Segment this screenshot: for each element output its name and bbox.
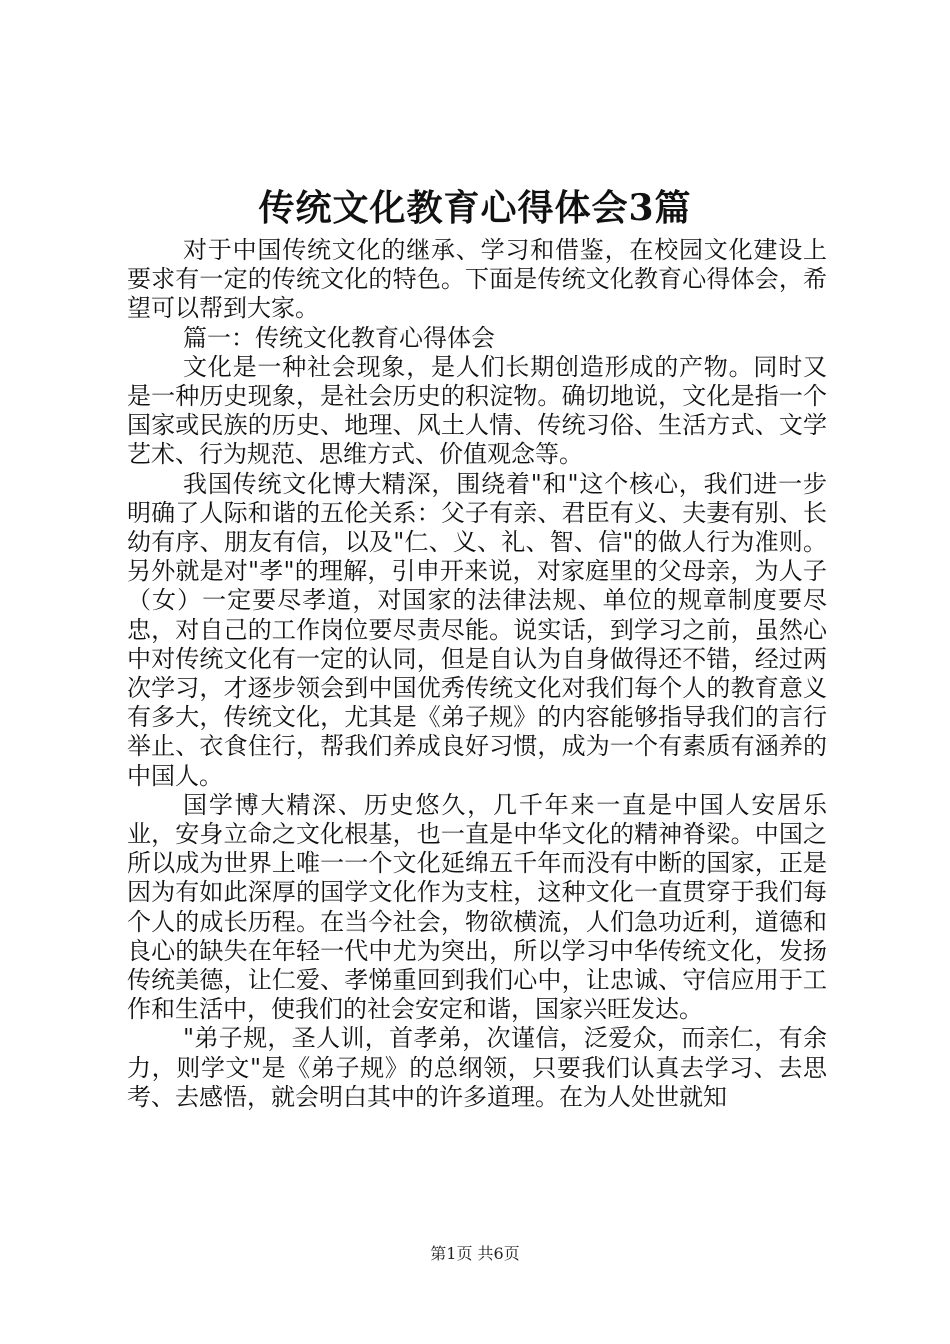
body-paragraph: 文化是一种社会现象，是人们长期创造形成的产物。同时又是一种历史现象，是社会历史的积淀物。确切地说，文化是指一个国家或民族的历史、地理、风土人情、传统习俗、生活方式、文学艺术、行为规范、思维方式、价值观念等。 bbox=[127, 352, 827, 469]
intro-paragraph: 对于中国传统文化的继承、学习和借鉴，在校园文化建设上要求有一定的传统文化的特色。下面是传统文化教育心得体会，希望可以帮到大家。 bbox=[127, 236, 827, 323]
body-paragraph: 国学博大精深、历史悠久，几千年来一直是中国人安居乐业，安身立命之文化根基，也一直是中华文化的精神脊梁。中国之所以成为世界上唯一一个文化延绵五千年而没有中断的国家，正是因为有如此深厚的国学文化作为支柱，这种文化一直贯穿于我们每个人的成长历程。在当今社会，物欲横流，人们急功近利，道德和良心的缺失在年轻一代中尤为突出，所以学习中华传统文化，发扬传统美德，让仁爱、孝悌重回到我们心中，让忠诚、守信应用于工作和生活中，使我们的社会安定和谐，国家兴旺发达。 bbox=[127, 790, 827, 1024]
document-title: 传统文化教育心得体会3篇 bbox=[258, 187, 692, 229]
document-body bbox=[127, 236, 827, 1112]
body-paragraph: 我国传统文化博大精深，围绕着"和"这个核心，我们进一步明确了人际和谐的五伦关系：父子有亲、君臣有义、夫妻有别、长幼有序、朋友有信，以及"仁、义、礼、智、信"的做人行为准则。另外就是对"孝"的理解，引申开来说，对家庭里的父母亲，为人子（女）一定要尽孝道，对国家的法律法规、单位的规章制度要尽忠，对自己的工作岗位要尽责尽能。说实话，到学习之前，虽然心中对传统文化有一定的认同，但是自认为自身做得还不错，经过两次学习，才逐步领会到中国优秀传统文化对我们每个人的教育意义有多大，传统文化，尤其是《弟子规》的内容能够指导我们的言行举止、衣食住行，帮我们养成良好习惯，成为一个有素质有涵养的中国人。 bbox=[127, 469, 827, 790]
body-paragraph: "弟子规，圣人训，首孝弟，次谨信，泛爱众，而亲仁，有余力，则学文"是《弟子规》的总纲领，只要我们认真去学习、去思考、去感悟，就会明白其中的许多道理。在为人处世就知 bbox=[127, 1024, 827, 1111]
page-number-footer: 第1页 共6页 bbox=[430, 1244, 520, 1263]
section-heading: 篇一：传统文化教育心得体会 bbox=[183, 323, 495, 352]
